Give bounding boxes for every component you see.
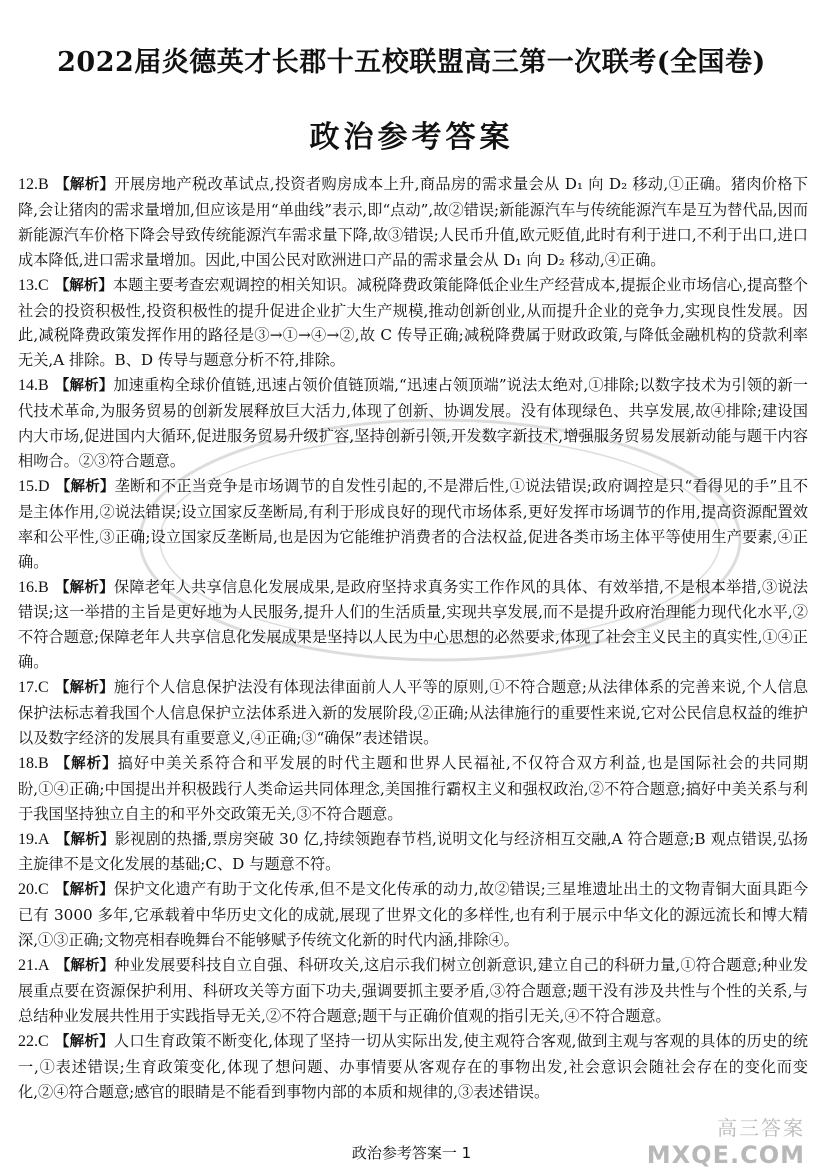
answer-list (18, 172, 808, 1105)
answer-explanation: 本题主要考查宏观调控的相关知识。减税降费政策能降低企业生产经营成本,提振企业市场信心,提高整个社会的投资积极性,投资积极性的提升促进企业扩大生产规模,推动创新创业,从而提升企业的竞争力,实现良性发展。因此,减税降费政策发挥作用的路径是③→①→④→②,故 C 传导正确;减税降费属于财政政策,与降低金融机构的贷款利率无关,A 排除。B、D 传导与题意分析不符,排除。 (18, 275, 808, 370)
answer-number: 22.C (18, 1032, 49, 1050)
analysis-tag: 【解析】 (54, 177, 115, 193)
answer-explanation: 保障老年人共享信息化发展成果,是政府坚持求真务实工作作风的具体、有效举措,不是根本举措,③说法错误;这一举措的主旨是更好地为人民服务,提升人们的生活质量,实现共享发展,而不是提升政府治理能力现代化水平,②不符合题意;保障老年人共享信息化发展成果是坚持以人民为中心思想的必然要求,体现了社会主义民主的真实性,①④正确。 (18, 577, 808, 672)
analysis-tag: 【解析】 (54, 1033, 114, 1050)
answer-item (18, 273, 808, 374)
answer-item (18, 751, 808, 827)
answer-explanation: 施行个人信息保护法没有体现法律面前人人平等的原则,①不符合题意;从法律体系的完善来说,个人信息保护法标志着我国个人信息保护立法体系进入新的发展阶段,②正确;从法律施行的重要性来说,它对公民信息权益的维护以及数字经济的发展具有重要意义,④正确;③“确保”表述错误。 (18, 678, 809, 747)
answer-number: 12.B (18, 176, 49, 193)
answer-item (18, 474, 808, 575)
answer-number: 20.C (18, 881, 49, 899)
answer-number: 16.B (18, 578, 49, 596)
answer-item (18, 575, 808, 676)
page-footer: 政治参考答案一 1 (351, 1144, 472, 1162)
site-watermark (647, 1112, 805, 1169)
answer-explanation: 加速重构全球价值链,迅速占领价值链顶端,“迅速占领顶端”说法太绝对,①排除;以数字技术为引领的新一代技术革命,为服务贸易的创新发展释放巨大活力,体现了创新、协调发展。没有体现绿色、共享发展,故④排除;建设国内大市场,促进国内大循环,促进服务贸易升级扩容,坚持创新引领,开发数字新技术,增强服务贸易发展新动能与题干内容相吻合。②③符合题意。 (18, 376, 808, 470)
answer-explanation: 开展房地产税改革试点,投资者购房成本上升,商品房的需求量会从 D₁ 向 D₂ 移动,①正确。猪肉价格下降,会让猪肉的需求量增加,但应该是用“单曲线”表示,即“点动”,故②错误;新能源汽车与传统能源汽车是互为替代品,因而新能源汽车价格下降会导致传统能源汽车需求量下降,故③错误;人民币升值,欧元贬值,此时有利于进口,不利于出口,进口成本降低,进口需求量增加。因此,中国公民对欧洲进口产品的需求量会从 D₁ 向 D₂ 移动,④正确。 (18, 175, 808, 269)
answer-explanation: 保护文化遗产有助于文化传承,但不是文化传承的动力,故②错误;三星堆遗址出土的文物青铜大面具距今已有 3000 多年,它承载着中华历史文化的成就,展现了世界文化的多样性,也有利于展示中华文化的源远流长和博大精深,①③正确;文物亮相春晚舞台不能够赋予传统文化新的时代内涵,排除④。 (18, 880, 809, 950)
analysis-tag: 【解析】 (54, 882, 114, 899)
answer-number: 18.B (18, 754, 49, 772)
answer-number: 14.B (18, 377, 49, 395)
analysis-tag: 【解析】 (54, 277, 113, 294)
answer-number: 21.A (18, 957, 50, 975)
answer-explanation: 种业发展要科技自立自强、科研攻关,这启示我们树立创新意识,建立自己的科研力量,①符合题意;种业发展重点要在资源保护利用、科研攻关等方面下功夫,强调要抓主要矛盾,③符合题意;题干没有涉及共性与个性的关系,与总结种业发展共性用于实践指导无关,②不符合题意;题干与正确价值观的指引无关,④不符合题意。 (18, 956, 808, 1025)
answer-number: 15.D (18, 477, 50, 495)
answer-item (18, 953, 808, 1029)
answer-explanation: 垄断和不正当竞争是市场调节的自发性引起的,不是滞后性,①说法错误;政府调控是只“看得见的手”且不是主体作用,②说法错误;设立国家反垄断局,有利于形成良好的现代市场体系,更好发挥市场调节的作用,提高资源配置效率和公平性,③正确;设立国家反垄断局,也是因为它能维护消费者的合法权益,促进各类市场主体平等使用生产要素,④正确。 (18, 476, 809, 571)
answer-item (18, 172, 808, 273)
analysis-tag: 【解析】 (55, 478, 115, 495)
answer-item (18, 373, 808, 474)
exam-title: 2022届炎德英才长郡十五校联盟高三第一次联考(全国卷) (57, 47, 766, 78)
answer-number: 19.A (18, 830, 50, 848)
analysis-tag: 【解析】 (54, 680, 114, 697)
answer-number: 13.C (18, 276, 49, 294)
answer-item (18, 1029, 808, 1105)
analysis-tag: 【解析】 (54, 755, 118, 772)
answer-explanation: 影视剧的热播,票房突破 30 亿,持续领跑春节档,说明文化与经济相互交融,A 符合题意;B 观点错误,弘扬主旋律不是文化发展的基础;C、D 与题意不符。 (18, 829, 808, 874)
document-title: 政治参考答案 (309, 120, 514, 155)
answer-explanation: 人口生育政策不断变化,体现了坚持一切从实际出发,使主观符合客观,做到主观与客观的具体的历史的统一,①表述错误;生育政策变化,体现了想问题、办事情要从客观存在的事物出发,社会意识会随社会存在的变化而变化,②④符合题意;感官的眼睛是不能看到事物内部的本质和规律的,③表述错误。 (18, 1031, 808, 1101)
answer-explanation: 搞好中美关系符合和平发展的时代主题和世界人民福祉,不仅符合双方利益,也是国际社会的共同期盼,①④正确;中国提出并积极践行人类命运共同体理念,美国推行霸权主义和强权政治,②不符合题意;搞好中美关系与利于我国坚持独立自主的和平外交政策无关,③不符合题意。 (18, 753, 809, 823)
analysis-tag: 【解析】 (54, 378, 114, 395)
answer-item (18, 675, 808, 751)
answer-number: 17.C (18, 679, 49, 697)
analysis-tag: 【解析】 (55, 831, 115, 848)
answer-item (18, 827, 808, 878)
answer-item (18, 877, 808, 953)
analysis-tag: 【解析】 (54, 579, 114, 596)
analysis-tag: 【解析】 (55, 958, 115, 975)
watermark-line-1: 高三答案 (717, 1116, 805, 1140)
watermark-line-2: MXQE.COM (646, 1141, 805, 1169)
